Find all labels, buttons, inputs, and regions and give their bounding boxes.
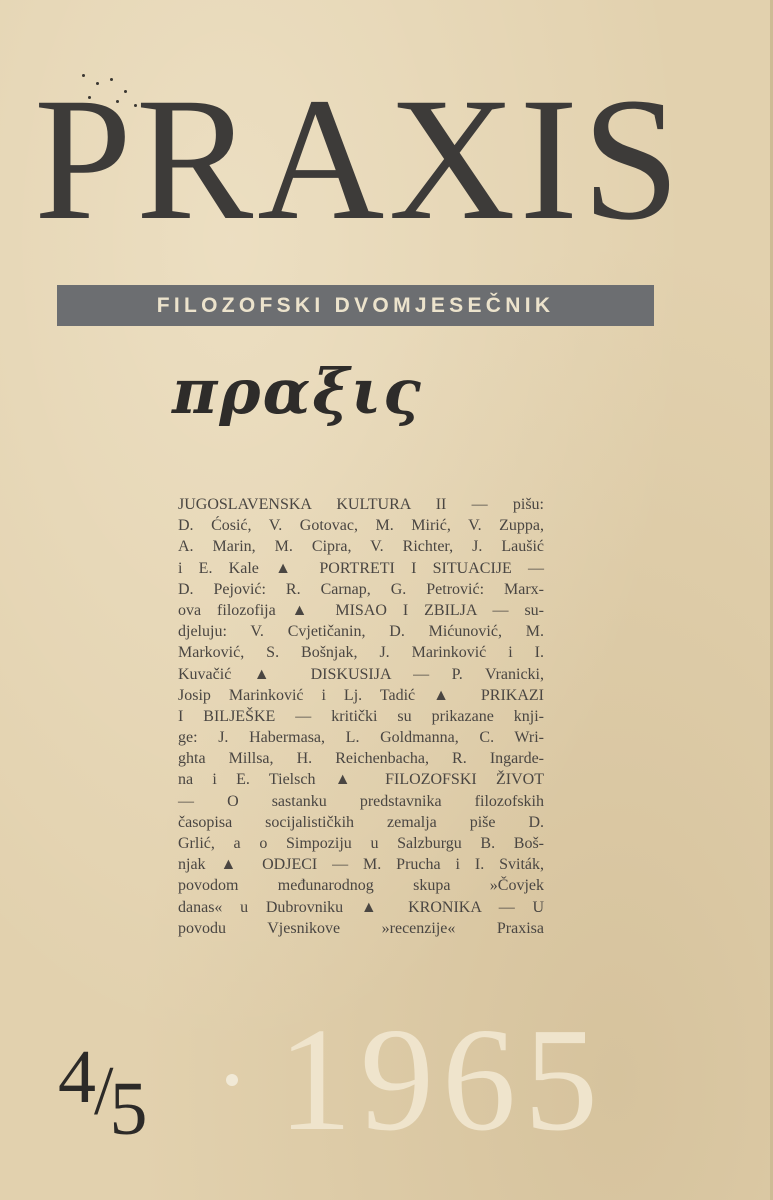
contents-line: Kuvačić ▲ DISKUSIJA — P. Vranicki, [178,665,544,683]
contents-line: djeluju: V. Cvjetičanin, D. Mićunović, M. [178,623,544,641]
table-of-contents [178,494,544,939]
contents-line: D. Pejović: R. Carnap, G. Petrović: Marx- [178,580,544,598]
contents-line: Marković, S. Bošnjak, J. Marinković i I. [178,644,544,662]
contents-line: A. Marin, M. Cipra, V. Richter, J. Laušić [178,538,544,556]
issue-number-first: 4 [58,1035,96,1119]
contents-line: ge: J. Habermasa, L. Goldmanna, C. Wri- [178,729,544,747]
contents-line: povodu Vjesnikove »recenzije« Praxisa [178,919,544,937]
contents-line: ova filozofija ▲ MISAO I ZBILJA — su- [178,601,544,619]
greek-title: πραξις [172,355,423,428]
contents-line: povodom međunarodnog skupa »Čovjek [178,877,544,895]
contents-line: Josip Marinković i Lj. Tadić ▲ PRIKAZI [178,686,544,704]
contents-line: časopisa socijalističkih zemalja piše D. [178,813,544,831]
contents-line: I BILJEŠKE — kritički su prikazane knji- [178,707,544,725]
contents-line: — O sastanku predstavnika filozofskih [178,792,544,810]
contents-line: danas« u Dubrovniku ▲ KRONIKA — U [178,898,544,916]
subtitle-text: FILOZOFSKI DVOMJESEČNIK [156,293,555,317]
issue-number-second: 5 [109,1067,148,1151]
contents-line: na i E. Tielsch ▲ FILOZOFSKI ŽIVOT [178,771,544,789]
magazine-title: PRAXIS [34,62,684,257]
issue-number [58,1035,148,1151]
contents-line: JUGOSLAVENSKA KULTURA II — pišu: [178,496,544,513]
issue-number-slash: / [94,1053,114,1130]
contents-line: ghta Millsa, H. Reichenbacha, R. Ingarde- [178,750,544,768]
contents-line: Grlić, a o Simpoziju u Salzburgu B. Boš- [178,835,544,852]
contents-line: njak ▲ ODJECI — M. Prucha i I. Sviták, [178,856,544,874]
separator-dot [226,1074,238,1086]
contents-line: D. Ćosić, V. Gotovac, M. Mirić, V. Zuppa, [178,517,544,535]
publication-year: 1965 [278,998,606,1162]
subtitle-banner [57,285,654,326]
contents-line: i E. Kale ▲ PORTRETI I SITUACIJE — [178,559,544,577]
